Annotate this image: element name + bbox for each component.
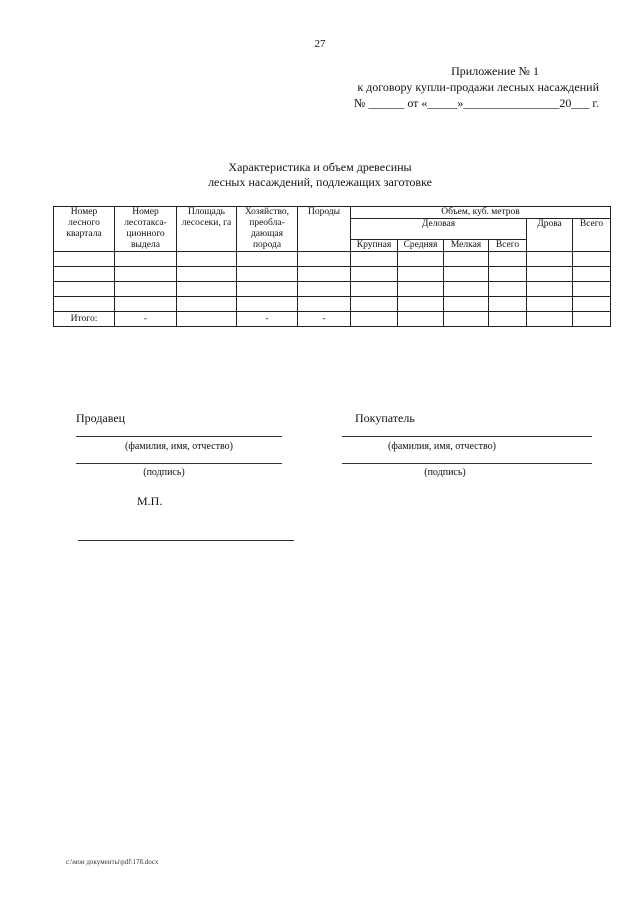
seller-signature-caption: (подпись) — [143, 467, 185, 478]
total-label: Итого: — [54, 312, 115, 327]
header-volume: Объем, куб. метров — [351, 207, 611, 219]
buyer-label: Покупатель — [355, 411, 415, 425]
header-firewood: Дрова — [527, 219, 573, 252]
appendix-title: Приложение № 1 — [451, 64, 539, 78]
buyer-fio-line — [342, 436, 592, 437]
header-plot: Номер лесотакса-ционного выдела — [115, 207, 177, 252]
appendix-number-line: № ______ от «_____»________________20___ г. — [353, 96, 599, 110]
seller-signature-line — [76, 463, 282, 464]
header-total: Всего — [573, 219, 611, 252]
buyer-signature-line — [342, 463, 592, 464]
stamp-label: М.П. — [137, 494, 163, 508]
table-title-line-2: лесных насаждений, подлежащих заготовке — [208, 175, 432, 189]
seller-fio-caption: (фамилия, имя, отчество) — [125, 441, 233, 452]
buyer-signature-caption: (подпись) — [424, 467, 466, 478]
header-medium: Средняя — [398, 240, 444, 252]
header-quarter: Номер лесного квартала — [54, 207, 115, 252]
buyer-fio-caption: (фамилия, имя, отчество) — [388, 441, 496, 452]
page-number: 27 — [314, 38, 326, 50]
table-row — [54, 252, 611, 267]
header-small: Мелкая — [444, 240, 489, 252]
header-farm-species: Хозяйство, преобла-дающая порода — [237, 207, 298, 252]
total-species: - — [298, 312, 351, 327]
timber-volume-table — [53, 206, 611, 327]
seller-label: Продавец — [76, 411, 126, 425]
table-row — [54, 282, 611, 297]
table-row — [54, 297, 611, 312]
footer-file-path: c:\мои документы\pdf\178.docx — [66, 858, 159, 866]
table-row — [54, 267, 611, 282]
total-plot: - — [115, 312, 177, 327]
total-row — [54, 312, 611, 327]
total-farm-species: - — [237, 312, 298, 327]
header-species: Породы — [298, 207, 351, 252]
seller-fio-line — [76, 436, 282, 437]
stamp-line — [78, 540, 294, 541]
appendix-subtitle: к договору купли-продажи лесных насаждений — [357, 80, 599, 94]
header-large: Крупная — [351, 240, 398, 252]
table-title-line-1: Характеристика и объем древесины — [228, 160, 412, 174]
header-business-total: Всего — [489, 240, 527, 252]
header-business: Деловая — [351, 219, 527, 240]
header-area: Площадь лесосеки, га — [177, 207, 237, 252]
